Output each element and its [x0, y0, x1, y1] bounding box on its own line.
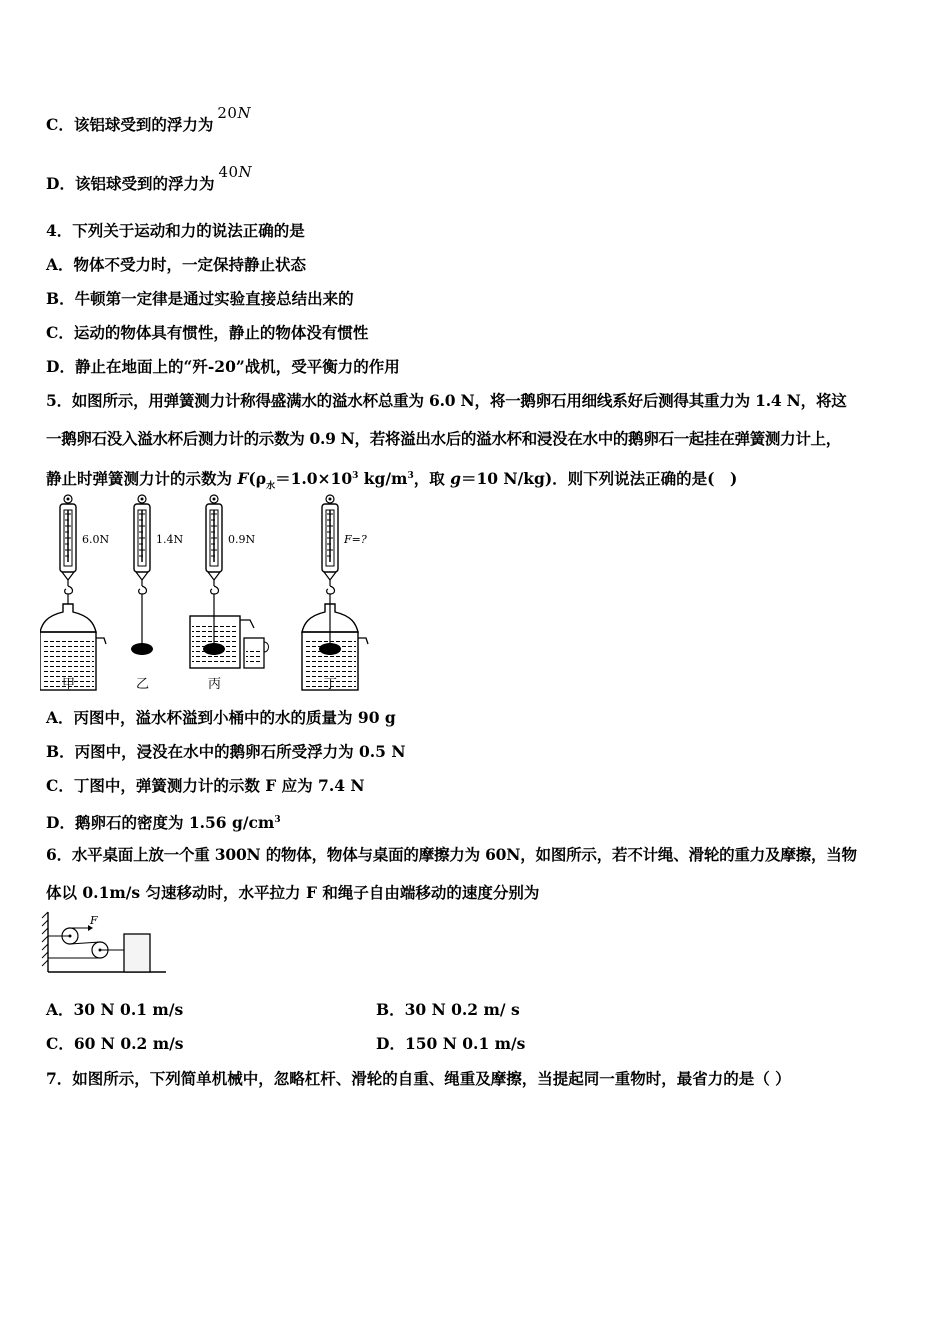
caption-ding: 丁 — [324, 677, 338, 692]
q6-option-a: A．30 N 0.1 m/s — [46, 1000, 184, 1019]
scale-reading-jia: 6.0N — [82, 533, 110, 546]
q4-stem: 4．下列关于运动和力的说法正确的是 — [46, 221, 305, 240]
q3-option-c-label: C．该铝球受到的浮力为 — [46, 115, 214, 134]
q5-spring-scale-figure — [40, 494, 390, 694]
q5-option-d: D．鹅卵石的密度为 1.56 $g/cm^3$ — [46, 813, 281, 833]
q6-option-c: C．60 N 0.2 m/s — [46, 1034, 184, 1053]
q3-option-c-value: 20N — [217, 104, 252, 122]
q5-stem-line1: 5．如图所示，用弹簧测力计称得盛满水的溢水杯总重为 6.0 N，将一鹅卵石用细线系好后测得其重力为 1.4 N，将这 — [46, 391, 847, 410]
q7-stem: 7．如图所示，下列简单机械中，忽略杠杆、滑轮的自重、绳重及摩擦，当提起同一重物时，最省力的是（ ） — [46, 1069, 791, 1088]
q6-stem-line2: 体以 0.1m/s 匀速移动时，水平拉力 F 和绳子自由端移动的速度分别为 — [46, 883, 540, 902]
caption-jia: 甲 — [62, 677, 76, 692]
q6-option-b: B．30 N 0.2 m/ s — [376, 1000, 520, 1019]
caption-bing: 丙 — [208, 677, 222, 692]
q6-stem-line1: 6．水平桌面上放一个重 300N 的物体，物体与桌面的摩擦力为 60N，如图所示，若不计绳、滑轮的重力及摩擦，当物 — [46, 845, 857, 864]
q3-option-c — [46, 104, 252, 135]
q6-option-d: D．150 N 0.1 m/s — [376, 1034, 526, 1053]
q5-option-a: A．丙图中，溢水杯溢到小桶中的水的质量为 90 g — [46, 708, 396, 727]
scale-reading-ding: F=? — [344, 533, 367, 546]
q5-option-b: B．丙图中，浸没在水中的鹅卵石所受浮力为 0.5 N — [46, 742, 406, 761]
q6-force-label: F — [90, 914, 98, 927]
q5-option-c: C．丁图中，弹簧测力计的示数 F 应为 7.4 N — [46, 776, 365, 795]
q3-option-d — [46, 163, 253, 194]
q4-option-b: B．牛顿第一定律是通过实验直接总结出来的 — [46, 289, 354, 308]
q4-option-c: C．运动的物体具有惯性，静止的物体没有惯性 — [46, 323, 369, 342]
q3-option-d-value: 40N — [218, 163, 253, 181]
q4-option-d: D．静止在地面上的“歼-20”战机，受平衡力的作用 — [46, 357, 400, 376]
q5-stem-line2: 一鹅卵石没入溢水杯后测力计的示数为 0.9 N，若将溢出水后的溢水杯和浸没在水中的鹅卵石一起挂在弹簧测力计上， — [46, 429, 841, 448]
caption-yi: 乙 — [136, 677, 150, 692]
q3-option-d-label: D．该铝球受到的浮力为 — [46, 174, 215, 193]
q6-pulley-figure — [40, 910, 170, 978]
q5-stem-line3: 静止时弹簧测力计的示数为 $F(\rho_水=1.0\times 10^3$ $kg/m^3$，取 g＝10 N/kg)．则下列说法正确的是( ) — [46, 469, 738, 492]
q4-option-a: A．物体不受力时，一定保持静止状态 — [46, 255, 307, 274]
scale-reading-bing: 0.9N — [228, 533, 256, 546]
scale-reading-yi: 1.4N — [156, 533, 184, 546]
